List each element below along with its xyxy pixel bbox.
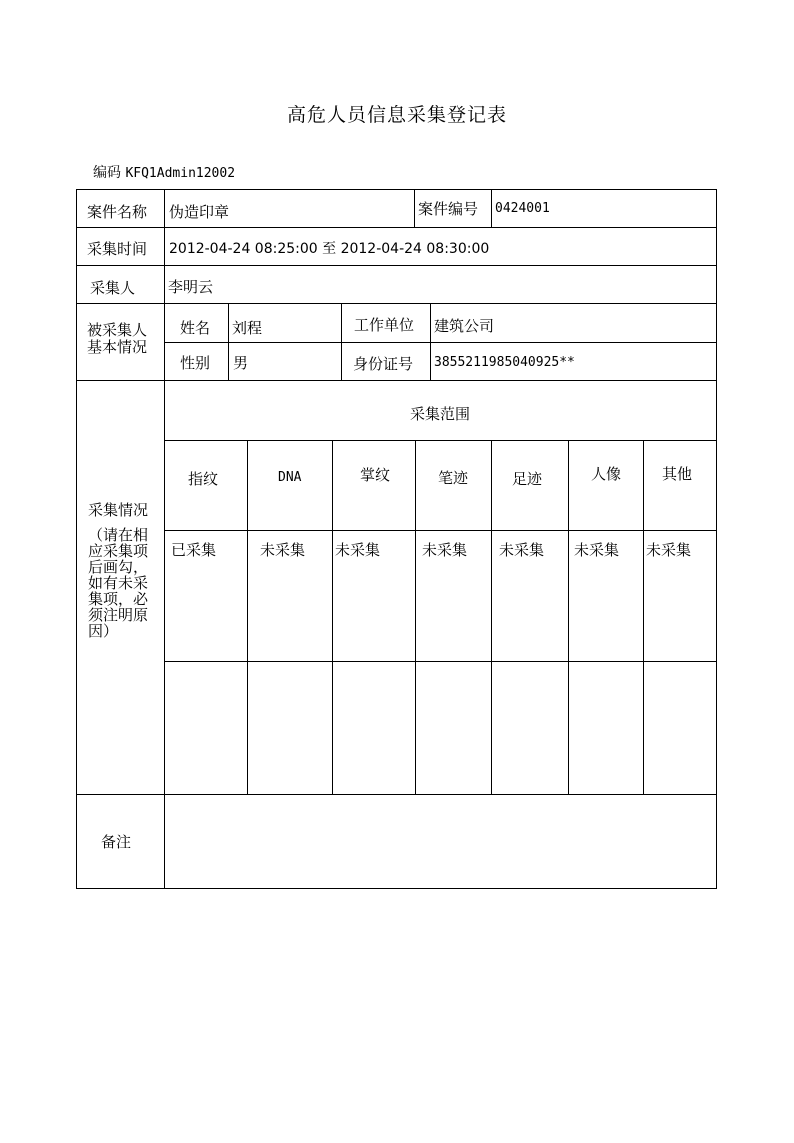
collector-label: 采集人 <box>90 279 136 297</box>
subject-gender-value: 男 <box>233 354 249 372</box>
item-header-other: 其他 <box>662 465 693 483</box>
item-status-dna: 未采集 <box>260 541 306 559</box>
case-name-label: 案件名称 <box>87 203 148 221</box>
subject-id-value: 3855211985040925** <box>434 355 575 370</box>
subject-name-label: 姓名 <box>180 319 211 337</box>
subject-section-label <box>87 322 147 356</box>
collector-value: 李明云 <box>168 278 214 296</box>
code-line <box>93 162 235 182</box>
item-header-footprint: 足迹 <box>512 470 543 488</box>
item-status-other: 未采集 <box>646 541 692 559</box>
item-header-handwriting: 笔迹 <box>438 469 469 487</box>
subject-unit-value: 建筑公司 <box>434 317 495 335</box>
item-status-footprint: 未采集 <box>499 541 545 559</box>
item-status-palmprint: 未采集 <box>335 541 381 559</box>
collection-scope-header: 采集范围 <box>409 405 470 423</box>
remarks-field[interactable] <box>170 805 710 883</box>
collect-time-label: 采集时间 <box>87 240 148 258</box>
item-status-portrait: 未采集 <box>574 541 620 559</box>
item-status-handwriting: 未采集 <box>422 541 468 559</box>
subject-gender-label: 性别 <box>180 354 211 372</box>
collection-section-label: 采集情况 <box>88 501 149 519</box>
collect-time-value: 2012-04-24 08:25:00 至 2012-04-24 08:30:00 <box>169 241 490 257</box>
remarks-label: 备注 <box>101 833 132 851</box>
subject-name-value: 刘程 <box>232 319 263 337</box>
subject-section-label-line2: 基本情况 <box>87 338 148 356</box>
case-number-value: 0424001 <box>495 201 550 216</box>
item-header-palmprint: 掌纹 <box>360 466 391 484</box>
case-number-label: 案件编号 <box>418 200 479 218</box>
case-name-value: 伪造印章 <box>169 203 230 221</box>
item-header-dna: DNA <box>278 470 302 485</box>
code-label: 编码 <box>93 165 121 181</box>
subject-section-label-line1: 被采集人 <box>87 321 148 339</box>
item-status-fingerprint: 已采集 <box>171 541 217 559</box>
subject-unit-label: 工作单位 <box>354 316 415 334</box>
item-header-fingerprint: 指纹 <box>188 470 219 488</box>
collection-note: （请在相应采集项后画勾，如有未采集项，必须注明原因） <box>88 526 149 640</box>
subject-id-label: 身份证号 <box>353 355 414 373</box>
code-value: KFQ1Admin12002 <box>125 166 236 181</box>
page-title: 高危人员信息采集登记表 <box>286 104 507 126</box>
item-header-portrait: 人像 <box>591 465 622 483</box>
